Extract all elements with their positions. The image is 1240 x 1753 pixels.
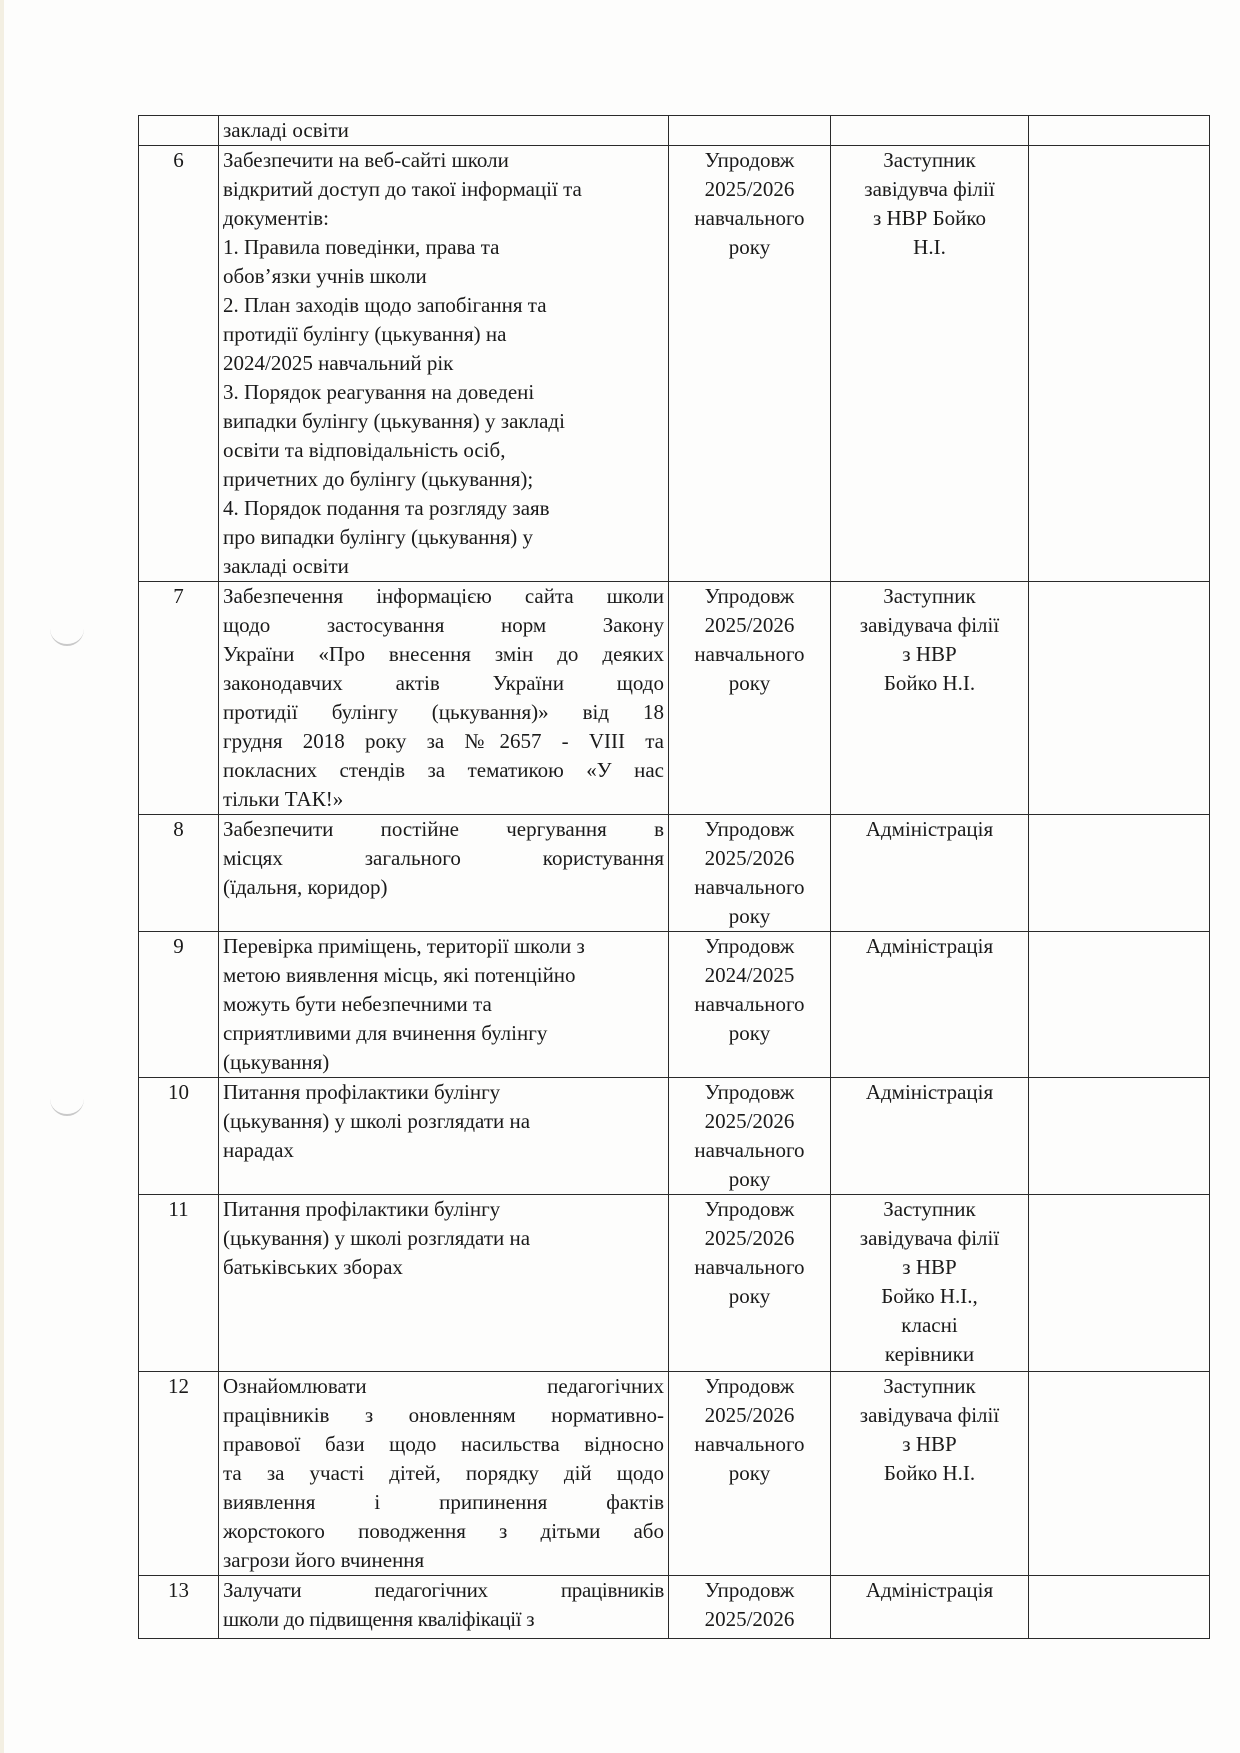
deadline-text-line: 2024/2025 xyxy=(704,963,795,987)
measure-text-line: закладі освіти xyxy=(223,118,349,142)
measure-text-line: випадки булінгу (цькування) у закладі xyxy=(223,409,565,433)
deadline-text-line: року xyxy=(728,1461,771,1485)
responsible-text-line: Адміністрація xyxy=(865,817,994,841)
deadline-text-line: 2025/2026 xyxy=(704,846,795,870)
note-cell xyxy=(1029,582,1210,815)
deadline-text-line: Упродовж xyxy=(704,148,795,172)
deadline-text-line: Упродовж xyxy=(704,584,795,608)
deadline-text-line: Упродовж xyxy=(704,1080,795,1104)
measure-text-line: можуть бути небезпечними та xyxy=(223,992,492,1016)
measures-table xyxy=(138,115,1210,1639)
measure-text xyxy=(219,1576,669,1639)
measures-table-body xyxy=(139,116,1210,1639)
measure-text-line: про випадки булінгу (цькування) у xyxy=(223,525,534,549)
responsible-text-line: Адміністрація xyxy=(865,1080,994,1104)
deadline-text-line: навчального xyxy=(694,1138,805,1162)
responsible-text-line: Адміністрація xyxy=(865,934,994,958)
measure-text-line: причетних до булінгу (цькування); xyxy=(223,467,534,491)
measure-text xyxy=(219,1372,669,1576)
responsible-text-line: Заступник xyxy=(883,584,976,608)
deadline-text-line: 2025/2026 xyxy=(704,1403,795,1427)
deadline-text-line: навчального xyxy=(694,875,805,899)
row-number: 11 xyxy=(139,1195,219,1372)
table-row xyxy=(139,1372,1210,1576)
responsible-text-line: Заступник xyxy=(883,1197,976,1221)
responsible-text-line: класні xyxy=(901,1313,958,1337)
deadline-text-line: 2025/2026 xyxy=(704,1607,795,1631)
deadline-text-line: навчального xyxy=(694,1255,805,1279)
responsible-text-line: з НВР xyxy=(902,1255,957,1279)
measure-text-line: 3. Порядок реагування на доведені xyxy=(223,380,535,404)
deadline-text-line: 2025/2026 xyxy=(704,1109,795,1133)
table-row xyxy=(139,1078,1210,1195)
measure-text-line: загрози його вчинення xyxy=(223,1548,425,1572)
deadline-text xyxy=(669,116,831,146)
table-row xyxy=(139,932,1210,1078)
scan-edge xyxy=(0,0,4,1753)
deadline-text xyxy=(669,146,831,582)
responsible-text-line: з НВР xyxy=(902,642,957,666)
note-cell xyxy=(1029,146,1210,582)
note-cell xyxy=(1029,815,1210,932)
deadline-text xyxy=(669,1576,831,1639)
responsible-text xyxy=(831,932,1029,1078)
measure-text-line: 2. План заходів щодо запобігання та xyxy=(223,293,547,317)
responsible-text xyxy=(831,582,1029,815)
measure-text-line: працівників з оновленням нормативно- xyxy=(223,1403,664,1427)
note-cell xyxy=(1029,116,1210,146)
responsible-text-line: Заступник xyxy=(883,1374,976,1398)
measure-text xyxy=(219,932,669,1078)
measure-text-line: обов’язки учнів школи xyxy=(223,264,427,288)
measure-text-line: (цькування) xyxy=(223,1050,330,1074)
deadline-text-line: навчального xyxy=(694,642,805,666)
deadline-text-line: року xyxy=(728,1021,771,1045)
deadline-text-line: Упродовж xyxy=(704,1197,795,1221)
measure-text-line: метою виявлення місць, які потенційно xyxy=(223,963,576,987)
deadline-text-line: 2025/2026 xyxy=(704,177,795,201)
responsible-text-line: завідувача філії xyxy=(859,1226,1000,1250)
measure-text-line: Питання профілактики булінгу xyxy=(223,1197,501,1221)
table-row xyxy=(139,815,1210,932)
measure-text xyxy=(219,815,669,932)
deadline-text-line: 2025/2026 xyxy=(704,613,795,637)
measure-text-line: документів: xyxy=(223,206,329,230)
measure-text-line: нарадах xyxy=(223,1138,294,1162)
measure-text-line: правової бази щодо насильства відносно xyxy=(223,1432,664,1456)
row-number: 9 xyxy=(139,932,219,1078)
responsible-text-line: Бойко Н.І. xyxy=(883,1461,976,1485)
note-cell xyxy=(1029,932,1210,1078)
table-row xyxy=(139,1195,1210,1372)
measure-text xyxy=(219,1078,669,1195)
measure-text-line: Ознайомлювати педагогічних xyxy=(223,1374,664,1398)
row-number xyxy=(139,116,219,146)
row-number: 7 xyxy=(139,582,219,815)
deadline-text-line: року xyxy=(728,235,771,259)
row-number: 13 xyxy=(139,1576,219,1639)
deadline-text-line: Упродовж xyxy=(704,1374,795,1398)
responsible-text-line: з НВР xyxy=(902,1432,957,1456)
measure-text-line: протидії булінгу (цькування)» від 18 xyxy=(223,700,664,724)
measure-text-line: Залучати педагогічних працівників xyxy=(223,1578,664,1602)
measure-text-line: відкритий доступ до такої інформації та xyxy=(223,177,582,201)
measure-text-line: законодавчих актів України щодо xyxy=(223,671,664,695)
row-number: 10 xyxy=(139,1078,219,1195)
responsible-text-line: керівники xyxy=(884,1342,975,1366)
measure-text xyxy=(219,582,669,815)
responsible-text-line: завідувча філії xyxy=(864,177,995,201)
note-cell xyxy=(1029,1195,1210,1372)
deadline-text-line: Упродовж xyxy=(704,817,795,841)
measure-text xyxy=(219,1195,669,1372)
measure-text-line: щодо застосування норм Закону xyxy=(223,613,664,637)
deadline-text-line: навчального xyxy=(694,1432,805,1456)
note-cell xyxy=(1029,1372,1210,1576)
responsible-text xyxy=(831,146,1029,582)
deadline-text-line: року xyxy=(728,671,771,695)
responsible-text xyxy=(831,1078,1029,1195)
note-cell xyxy=(1029,1576,1210,1639)
measure-text-line: тільки ТАК!» xyxy=(223,787,344,811)
table-row xyxy=(139,116,1210,146)
punch-hole-mark xyxy=(50,628,84,646)
responsible-text xyxy=(831,1372,1029,1576)
measure-text-line: Питання профілактики булінгу xyxy=(223,1080,501,1104)
measure-text-line: протидії булінгу (цькування) на xyxy=(223,322,507,346)
measure-text-line: місцях загального користування xyxy=(223,846,664,870)
responsible-text-line: завідувача філії xyxy=(859,1403,1000,1427)
responsible-text-line: з НВР Бойко xyxy=(872,206,987,230)
responsible-text-line: Заступник xyxy=(883,148,976,172)
deadline-text-line: навчального xyxy=(694,206,805,230)
measure-text xyxy=(219,146,669,582)
measure-text-line: (цькування) у школі розглядати на xyxy=(223,1109,531,1133)
measure-text-line: грудня 2018 року за №2657 - VIII та xyxy=(223,729,664,753)
measure-text-line: 2024/2025 навчальний рік xyxy=(223,351,454,375)
measure-text-line: школи до підвищення кваліфікації з xyxy=(223,1607,535,1631)
table-row xyxy=(139,582,1210,815)
table-row xyxy=(139,146,1210,582)
table-row xyxy=(139,1576,1210,1639)
measure-text-line: Забезпечити на веб-сайті школи xyxy=(223,148,509,172)
deadline-text xyxy=(669,582,831,815)
measure-text-line: Перевірка приміщень, території школи з xyxy=(223,934,585,958)
measure-text-line: (цькування) у школі розглядати на xyxy=(223,1226,531,1250)
measure-text-line: 4. Порядок подання та розгляду заяв xyxy=(223,496,550,520)
measure-text-line: (їдальня, коридор) xyxy=(223,875,388,899)
measure-text-line: Забезпечення інформацією сайта школи xyxy=(223,584,664,608)
responsible-text xyxy=(831,1195,1029,1372)
measure-text-line: освіти та відповідальність осіб, xyxy=(223,438,506,462)
row-number: 6 xyxy=(139,146,219,582)
measure-text xyxy=(219,116,669,146)
measure-text-line: покласних стендів за тематикою «У нас xyxy=(223,758,664,782)
measure-text-line: Забезпечити постійне чергування в xyxy=(223,817,664,841)
punch-hole-mark xyxy=(50,1098,84,1116)
deadline-text-line: року xyxy=(728,1284,771,1308)
deadline-text-line: 2025/2026 xyxy=(704,1226,795,1250)
measure-text-line: України «Про внесення змін до деяких xyxy=(223,642,664,666)
deadline-text xyxy=(669,1195,831,1372)
responsible-text-line: Бойко Н.І., xyxy=(881,1284,978,1308)
deadline-text xyxy=(669,1372,831,1576)
measure-text-line: закладі освіти xyxy=(223,554,349,578)
responsible-text-line: Адміністрація xyxy=(865,1578,994,1602)
responsible-text-line: Бойко Н.І. xyxy=(883,671,976,695)
deadline-text-line: року xyxy=(728,1167,771,1191)
responsible-text-line: завідувача філії xyxy=(859,613,1000,637)
deadline-text-line: Упродовж xyxy=(704,934,795,958)
note-cell xyxy=(1029,1078,1210,1195)
measure-text-line: та за участі дітей, порядку дій щодо xyxy=(223,1461,664,1485)
measure-text-line: жорстокого поводження з дітьми або xyxy=(223,1519,664,1543)
deadline-text-line: Упродовж xyxy=(704,1578,795,1602)
responsible-text xyxy=(831,815,1029,932)
deadline-text-line: року xyxy=(728,904,771,928)
responsible-text-line: Н.І. xyxy=(913,235,946,259)
row-number: 8 xyxy=(139,815,219,932)
responsible-text xyxy=(831,1576,1029,1639)
measure-text-line: батьківських зборах xyxy=(223,1255,403,1279)
deadline-text xyxy=(669,815,831,932)
measure-text-line: 1. Правила поведінки, права та xyxy=(223,235,500,259)
measure-text-line: виявлення і припинення фактів xyxy=(223,1490,664,1514)
deadline-text xyxy=(669,932,831,1078)
deadline-text-line: навчального xyxy=(694,992,805,1016)
row-number: 12 xyxy=(139,1372,219,1576)
measure-text-line: сприятливими для вчинення булінгу xyxy=(223,1021,548,1045)
deadline-text xyxy=(669,1078,831,1195)
responsible-text xyxy=(831,116,1029,146)
